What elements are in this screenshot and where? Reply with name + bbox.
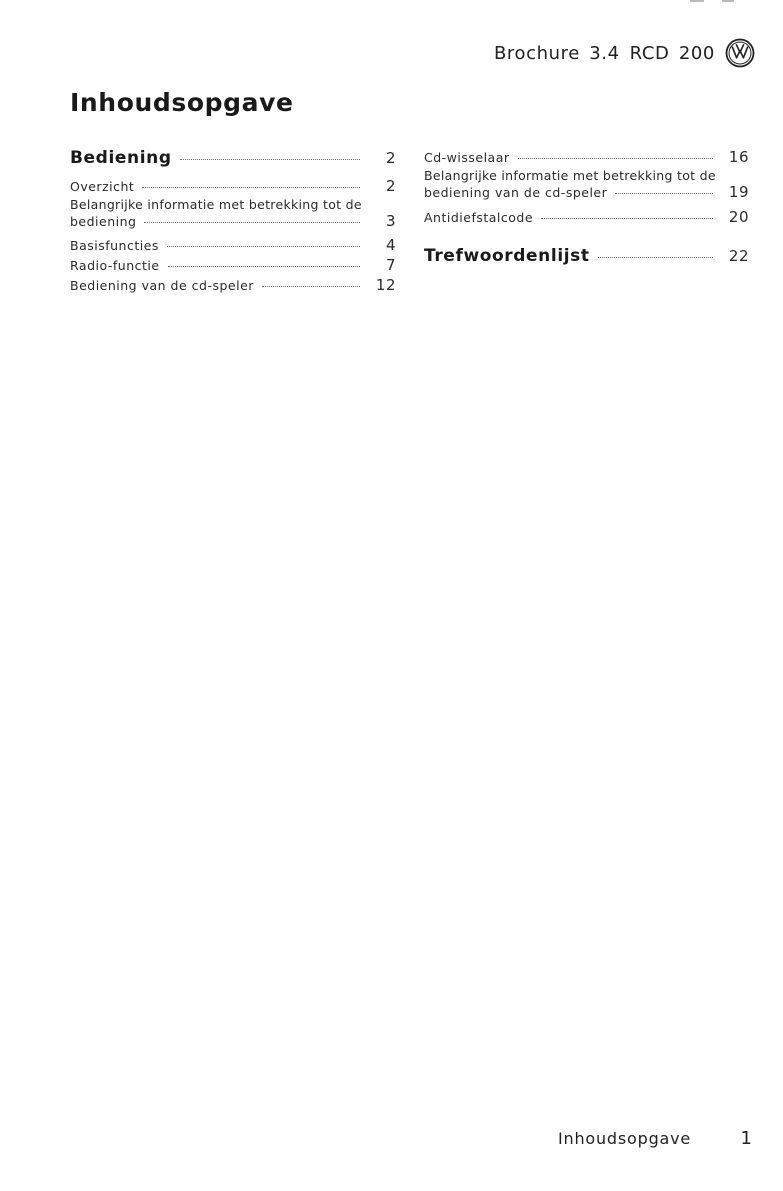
toc-entry-row: [70, 212, 396, 230]
dot-leader: [144, 222, 360, 223]
toc-entry-page: 16: [728, 148, 749, 166]
toc-entry-page: 19: [728, 183, 749, 201]
page-title: Inhoudsopgave: [70, 88, 294, 117]
toc-entry-page: 3: [385, 212, 396, 230]
toc-entry: [424, 246, 749, 266]
toc-entry-row: [70, 236, 396, 254]
toc-entry-label: bediening van de cd-speler: [424, 185, 608, 200]
dot-leader: [180, 159, 360, 160]
document-header: [494, 38, 755, 68]
toc-entry-row: [424, 246, 749, 266]
toc-entry-label: Antidiefstalcode: [424, 210, 534, 225]
toc-entry-page: 2: [385, 177, 396, 195]
toc-entry-label: Bediening van de cd-speler: [70, 278, 254, 293]
dot-leader: [142, 187, 360, 188]
vw-logo-icon: [725, 38, 755, 68]
scan-mark: [690, 0, 704, 2]
brochure-number: Brochure 3.4: [493, 42, 620, 64]
toc-entry-row: [424, 148, 749, 166]
toc-entry: [424, 208, 749, 226]
toc-entry-page: 12: [375, 276, 396, 294]
dot-leader: [541, 218, 713, 219]
page-number: 1: [740, 1128, 752, 1149]
toc-entry: [70, 236, 396, 254]
toc-entry: [70, 276, 396, 294]
toc-entry-label: Overzicht: [70, 179, 135, 194]
model-name: RCD 200: [629, 42, 715, 64]
toc-entry-label: Trefwoordenlijst: [424, 246, 590, 266]
toc-entry: [424, 148, 749, 166]
toc-entry-row: [424, 183, 749, 201]
toc-entry-label: Bediening: [70, 148, 172, 168]
toc-entry-page: 20: [728, 208, 749, 226]
toc-entry-label: Radio-functie: [70, 258, 160, 273]
toc-entry: [70, 177, 396, 195]
toc-entry: [70, 197, 396, 230]
scan-edge-marks: [0, 0, 783, 6]
toc-entry-row: [424, 208, 749, 226]
toc-entry: [424, 168, 749, 201]
dot-leader: [615, 193, 713, 194]
footer-title: Inhoudsopgave: [558, 1129, 692, 1148]
toc-entry-label: bediening: [70, 214, 137, 229]
toc-entry-page: 2: [385, 149, 396, 167]
toc-entry-page: 7: [385, 256, 396, 274]
toc-entry-row: [70, 148, 396, 168]
dot-leader: [167, 246, 360, 247]
dot-leader: [518, 158, 713, 159]
toc-entry-label-line1: Belangrijke informatie met betrekking tot de: [70, 197, 362, 212]
toc-entry-row: [70, 256, 396, 274]
dot-leader: [168, 266, 360, 267]
toc-entry-page: 22: [728, 247, 749, 265]
toc-entry-page: 4: [385, 236, 396, 254]
page-footer: [558, 1128, 752, 1149]
toc-entry-label-line1: Belangrijke informatie met betrekking tot de: [424, 168, 716, 183]
toc-entry-label: Basisfuncties: [70, 238, 159, 253]
toc-entry-label: Cd-wisselaar: [424, 150, 510, 165]
toc-entry: [70, 256, 396, 274]
toc-entry-row: [70, 276, 396, 294]
dot-leader: [598, 257, 713, 258]
dot-leader: [262, 286, 360, 287]
scan-mark: [722, 0, 734, 2]
toc-entry-row: [70, 177, 396, 195]
toc-entry: [70, 148, 396, 168]
